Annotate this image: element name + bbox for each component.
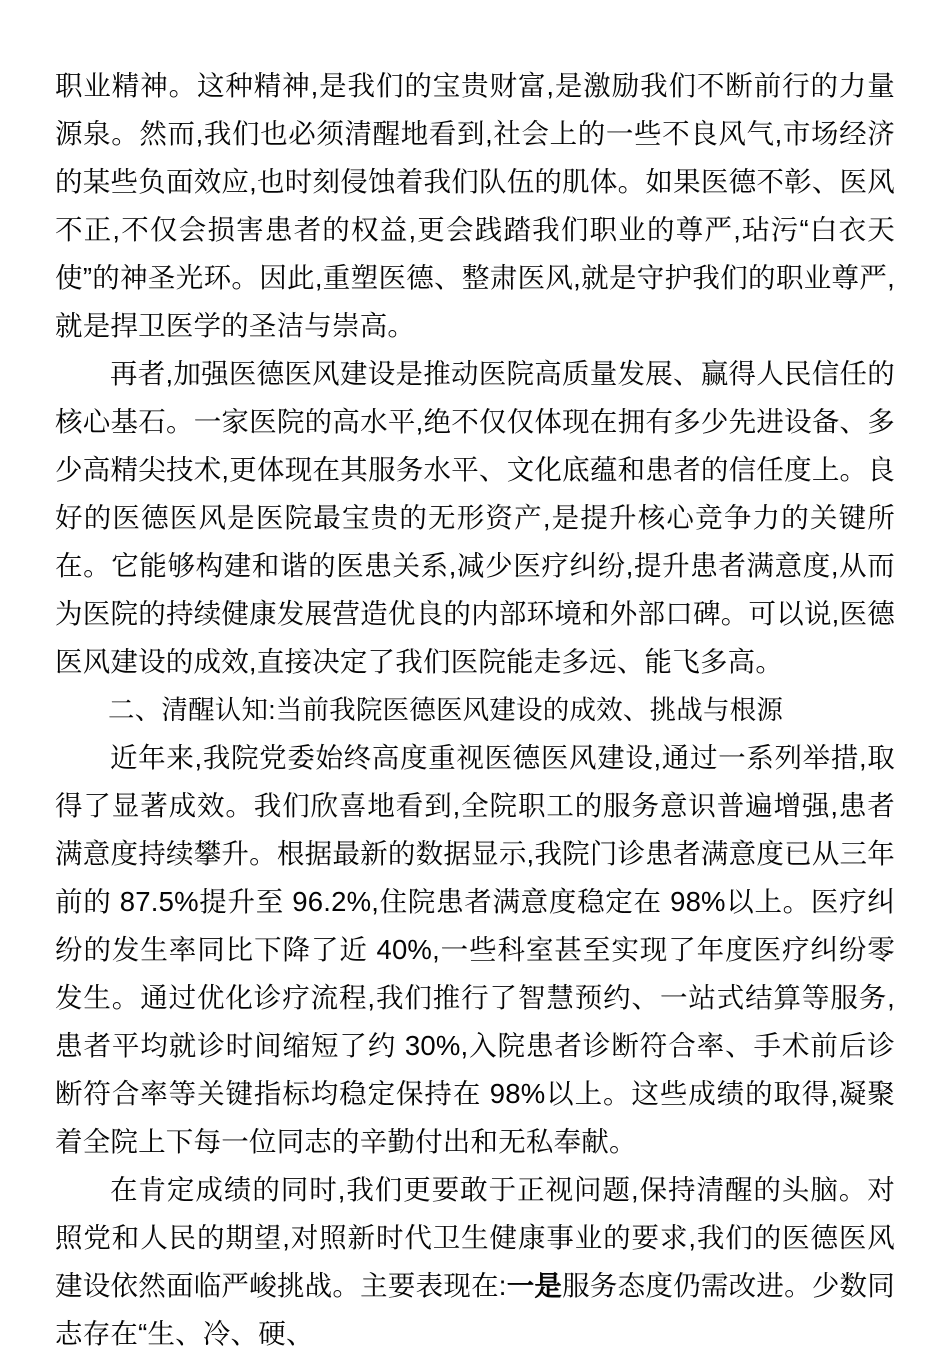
paragraph-achievements-data: 近年来,我院党委始终高度重视医德医风建设,通过一系列举措,取得了显著成效。我们欣喜地看到,全院职工的服务意识普遍增强,患者满意度持续攀升。根据最新的数据显示,我院门诊患者满意度已从三年前的 87.5%提升至 96.2%,住院患者满意度稳定在 98%以上。医疗纠纷的发生率同比下降了近 40%,一些科室甚至实现了年度医疗纠纷零发生。通过优化诊疗流程,我们推行了智慧预约、一站式结算等服务,患者平均就诊时间缩短了约 30%,入院患者诊断符合率、手术前后诊断符合率等关键指标均稳定保持在 98%以上。这些成绩的取得,凝聚着全院上下每一位同志的辛勤付出和无私奉献。 bbox=[55, 742, 895, 1157]
document-body bbox=[55, 62, 895, 1358]
paragraph-continuation: 职业精神。这种精神,是我们的宝贵财富,是激励我们不断前行的力量源泉。然而,我们也必须清醒地看到,社会上的一些不良风气,市场经济的某些负面效应,也时刻侵蚀着我们队伍的肌体。如果医德不彰、医风不正,不仅会损害患者的权益,更会践踏我们职业的尊严,玷污“白衣天使”的神圣光环。因此,重塑医德、整肃医风,就是守护我们的职业尊严,就是捍卫医学的圣洁与崇高。 bbox=[55, 70, 895, 341]
challenges-text-tail: 服务态度仍需改进。少数同志存在“生、冷、硬、 bbox=[55, 1270, 895, 1349]
paragraph-importance-quality-development: 再者,加强医德医风建设是推动医院高质量发展、赢得人民信任的核心基石。一家医院的高水平,绝不仅仅体现在拥有多少先进设备、多少高精尖技术,更体现在其服务水平、文化底蕴和患者的信任度上。良好的医德医风是医院最宝贵的无形资产,是提升核心竞争力的关键所在。它能够构建和谐的医患关系,减少医疗纠纷,提升患者满意度,从而为医院的持续健康发展营造优良的内部环境和外部口碑。可以说,医德医风建设的成效,直接决定了我们医院能走多远、能飞多高。 bbox=[55, 358, 895, 677]
paragraph-challenges bbox=[55, 1166, 895, 1358]
section-heading-two: 二、清醒认知:当前我院医德医风建设的成效、挑战与根源 bbox=[108, 695, 784, 725]
challenges-emphasis-first-point: 一是 bbox=[506, 1270, 563, 1301]
challenges-text-lead: 在肯定成绩的同时,我们更要敢于正视问题,保持清醒的头脑。对照党和人民的期望,对照新时代卫生健康事业的要求,我们的医德医风建设依然面临严峻挑战。主要表现在: bbox=[55, 1174, 895, 1301]
